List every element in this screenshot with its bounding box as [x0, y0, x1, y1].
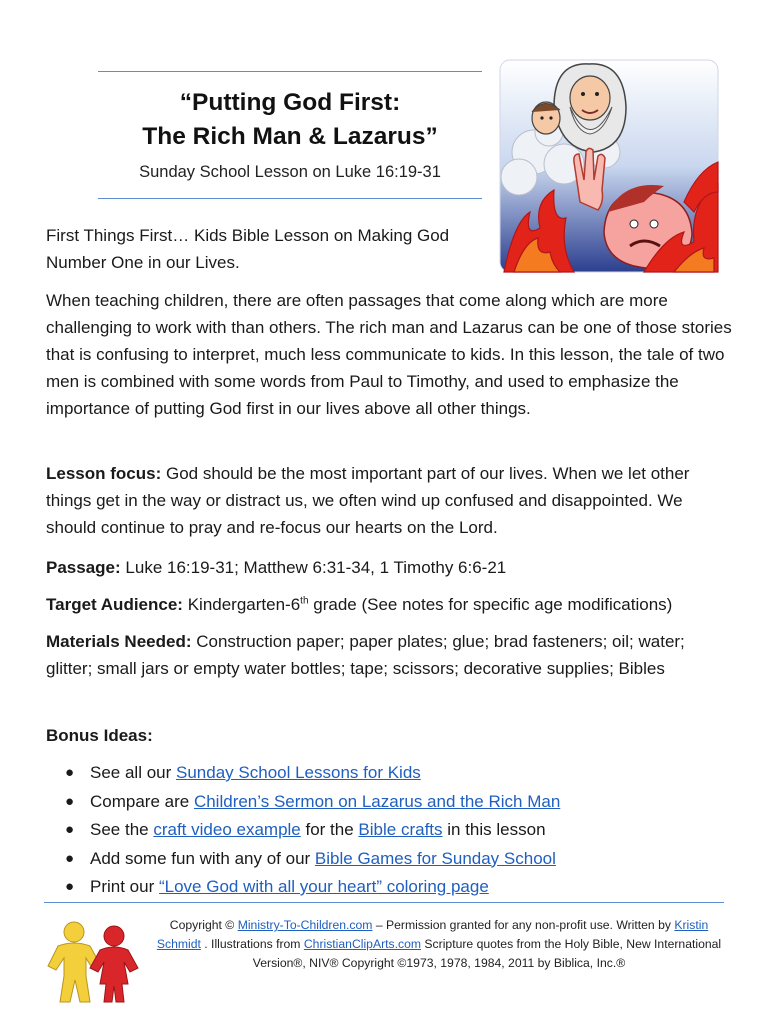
lesson-focus-label: Lesson focus:	[46, 464, 162, 483]
intro-paragraph: First Things First… Kids Bible Lesson on Making God Number One in our Lives.	[46, 226, 450, 272]
bullet-icon: ●	[65, 849, 75, 867]
link-author[interactable]: Kristin Schmidt	[156, 918, 709, 951]
audience-text-after: grade (See notes for specific age modifications)	[313, 595, 673, 614]
teaching-paragraph: When teaching children, there are often passages that come along which are more challenging to work with than others. The rich man and Lazarus can be one of those stories that is confusing to interpret, much less communicate to kids. In this lesson, the tale of two men is combined with some words from Paul to Timothy, and used to emphasize the importance of putting God first in our lives above all other things.	[46, 291, 732, 418]
link-childrens-sermon[interactable]: Children’s Sermon on Lazarus and the Rich Man	[193, 791, 561, 811]
lazarus-figure	[532, 102, 560, 134]
bonus-item-prefix: See the	[90, 820, 149, 839]
footer-copyright-label: Copyright ©	[169, 918, 235, 932]
rich-man-lazarus-illustration	[494, 52, 724, 276]
title-rule-top	[98, 71, 482, 72]
lesson-focus-text: God should be the most important part of our lives. When we let other things get in the way or distract us, we often wind up confused and disappointed. We should continue to pray and re-focus our hearts on the Lord.	[46, 464, 690, 537]
footer-rule	[44, 902, 724, 903]
link-bible-games[interactable]: Bible Games for Sunday School	[314, 848, 556, 868]
paper-people-logo	[44, 918, 144, 1004]
passage-label: Passage:	[46, 558, 121, 577]
title-block	[98, 86, 482, 186]
passage-paragraph	[46, 554, 732, 581]
audience-paragraph	[46, 591, 732, 618]
bullet-icon: ●	[65, 764, 75, 781]
link-coloring-page[interactable]: “Love God with all your heart” coloring page	[158, 877, 489, 896]
footer-illustrations: . Illustrations from	[204, 937, 301, 951]
bullet-icon: ●	[65, 821, 75, 838]
bonus-item	[60, 788, 740, 817]
footer-permission: – Permission granted for any non-profit use. Written by	[375, 918, 671, 932]
bonus-heading	[46, 722, 732, 749]
materials-paragraph	[46, 628, 732, 682]
bonus-item	[60, 759, 740, 788]
link-sunday-school-lessons[interactable]: Sunday School Lessons for Kids	[176, 763, 421, 782]
bonus-item-prefix: Compare are	[90, 791, 190, 811]
audience-label: Target Audience:	[46, 595, 183, 614]
audience-text-before: Kindergarten-6	[187, 595, 301, 614]
bonus-item	[60, 873, 740, 902]
footer-copyright	[150, 916, 728, 973]
bonus-item-prefix: See all our	[90, 763, 172, 782]
yellow-figure-icon	[48, 922, 100, 1002]
lesson-focus-paragraph	[46, 460, 732, 541]
bonus-item-suffix: in this lesson	[447, 820, 546, 839]
bullet-icon: ●	[65, 878, 75, 895]
bullet-icon: ●	[65, 792, 75, 810]
link-ministry-to-children[interactable]: Ministry-To-Children.com	[237, 918, 373, 932]
link-christian-clip-arts[interactable]: ChristianClipArts.com	[303, 937, 422, 951]
bonus-item-prefix: Print our	[90, 877, 155, 896]
title-rule-bottom	[98, 198, 482, 199]
page-subtitle: Sunday School Lesson on Luke 16:19-31	[139, 163, 441, 181]
audience-sup: th	[300, 595, 309, 607]
link-craft-video[interactable]: craft video example	[153, 820, 301, 839]
bonus-list	[60, 759, 740, 902]
page-title-line-2: The Rich Man & Lazarus”	[142, 123, 438, 150]
bonus-label: Bonus Ideas:	[46, 726, 153, 745]
materials-text: Construction paper; paper plates; glue; brad fasteners; oil; water; glitter; small jars or empty water bottles; tape; scissors; decorative supplies; Bibles	[46, 632, 685, 678]
bonus-item	[60, 845, 740, 874]
page-title-line-1: “Putting God First:	[179, 89, 401, 116]
materials-label: Materials Needed:	[46, 632, 192, 651]
passage-text: Luke 16:19-31; Matthew 6:31-34, 1 Timothy 6:6-21	[125, 558, 507, 577]
footer-scripture: Scripture quotes from the Holy Bible, New International Version®, NIV® Copyright ©1973, 1978, 1984, 2011 by Biblica, Inc.®	[252, 937, 722, 970]
red-figure-icon	[90, 926, 138, 1002]
link-bible-crafts[interactable]: Bible crafts	[358, 820, 443, 839]
bonus-item-prefix: Add some fun with any of our	[90, 848, 311, 868]
bonus-item	[60, 816, 740, 845]
bonus-item-middle: for the	[305, 820, 354, 839]
